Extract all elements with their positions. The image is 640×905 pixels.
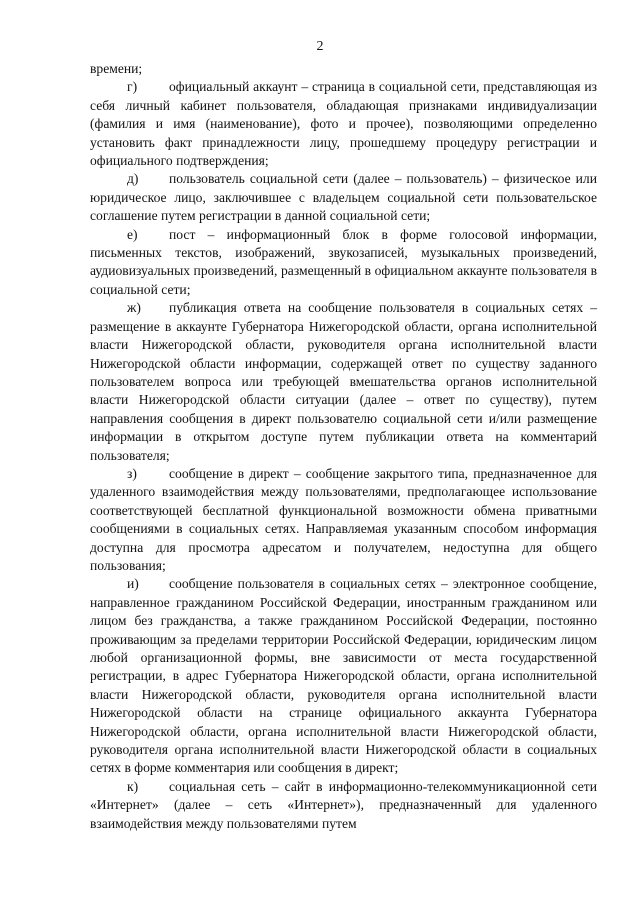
item-marker: и)	[127, 576, 139, 592]
item-text: пользователь социальной сети (далее – пользователь) – физическое или юридическое лицо, заключившее с владельцем социальной сети пользовательское соглашение путем регистрации в данной социальной сети;	[90, 171, 597, 224]
item-marker: г)	[127, 79, 138, 95]
definition-item-k	[90, 778, 597, 833]
page-number: 2	[316, 39, 324, 54]
item-text: пост – информационный блок в форме голосовой информации, письменных текстов, изображений, звукозаписей, музыкальных произведений, аудиовизуальных произведений, размещенный в официальном аккаунте пользователя в социальной сети;	[90, 226, 597, 297]
continuation-text: времени;	[90, 61, 143, 76]
item-marker: е)	[127, 226, 138, 242]
item-text: официальный аккаунт – страница в социальной сети, представляющая из себя личный кабинет пользователя, обладающая признаками индивидуализации (фамилия и имя (наименование), фото и прочее), позволяющими определенно установить факт принадлежности лицу, прошедшему процедуру регистрации и официального подтверждения;	[90, 79, 597, 169]
document-body	[90, 60, 597, 833]
item-text: сообщение пользователя в социальных сетях – электронное сообщение, направленное гражданином Российской Федерации, иностранным гражданином или лицом без гражданства, а также гражданином Российской Федерации, постоянно проживающим за пределами территории Российской Федерации, юридическим лицом любой организационной формы, вне зависимости от места государственной регистрации, в адрес Губернатора Нижегородской области, органа исполнительной власти Нижегородской области, руководителя органа исполнительной власти Нижегородской области на странице официального аккаунта Губернатора Нижегородской области, органа исполнительной власти Нижегородской области, руководителя органа исполнительной власти Нижегородской области в социальных сетях в форме комментария или сообщения в директ;	[90, 576, 597, 776]
item-text: сообщение в директ – сообщение закрытого типа, предназначенное для удаленного взаимодействия между пользователями, предполагающее использование соответствующей бесплатной функциональной возможности обмена приватными сообщениями в социальных сетях. Направляемая указанным способом информация доступна для просмотра адресатом и получателем, недоступна для общего пользования;	[90, 465, 597, 573]
definition-item-d	[90, 170, 597, 225]
item-marker: д)	[127, 171, 139, 187]
definition-item-g	[90, 78, 597, 170]
item-marker: ж)	[127, 300, 141, 316]
item-marker: к)	[127, 778, 139, 794]
item-marker: з)	[127, 465, 137, 481]
definition-item-z	[90, 465, 597, 575]
definition-item-e	[90, 226, 597, 300]
definition-item-zh	[90, 299, 597, 465]
item-text: публикация ответа на сообщение пользователя в социальных сетях – размещение в аккаунте Губернатора Нижегородской области, органа исполнительной власти Нижегородской области, руководителя органа исполнительной власти Нижегородской области информации, содержащей ответ по существу заданного пользователем вопроса или требующей вмешательства органов исполнительной власти Нижегородской области ситуации (далее – ответ по существу), путем направления сообщения в директ пользователю социальной сети и/или размещение информации в открытом доступе путем публикации ответа на комментарий пользователя;	[90, 300, 597, 463]
item-text: социальная сеть – сайт в информационно-телекоммуникационной сети «Интернет» (далее – сеть «Интернет»), предназначенный для удаленного взаимодействия между пользователями путем	[90, 778, 597, 831]
definition-item-i	[90, 575, 597, 777]
